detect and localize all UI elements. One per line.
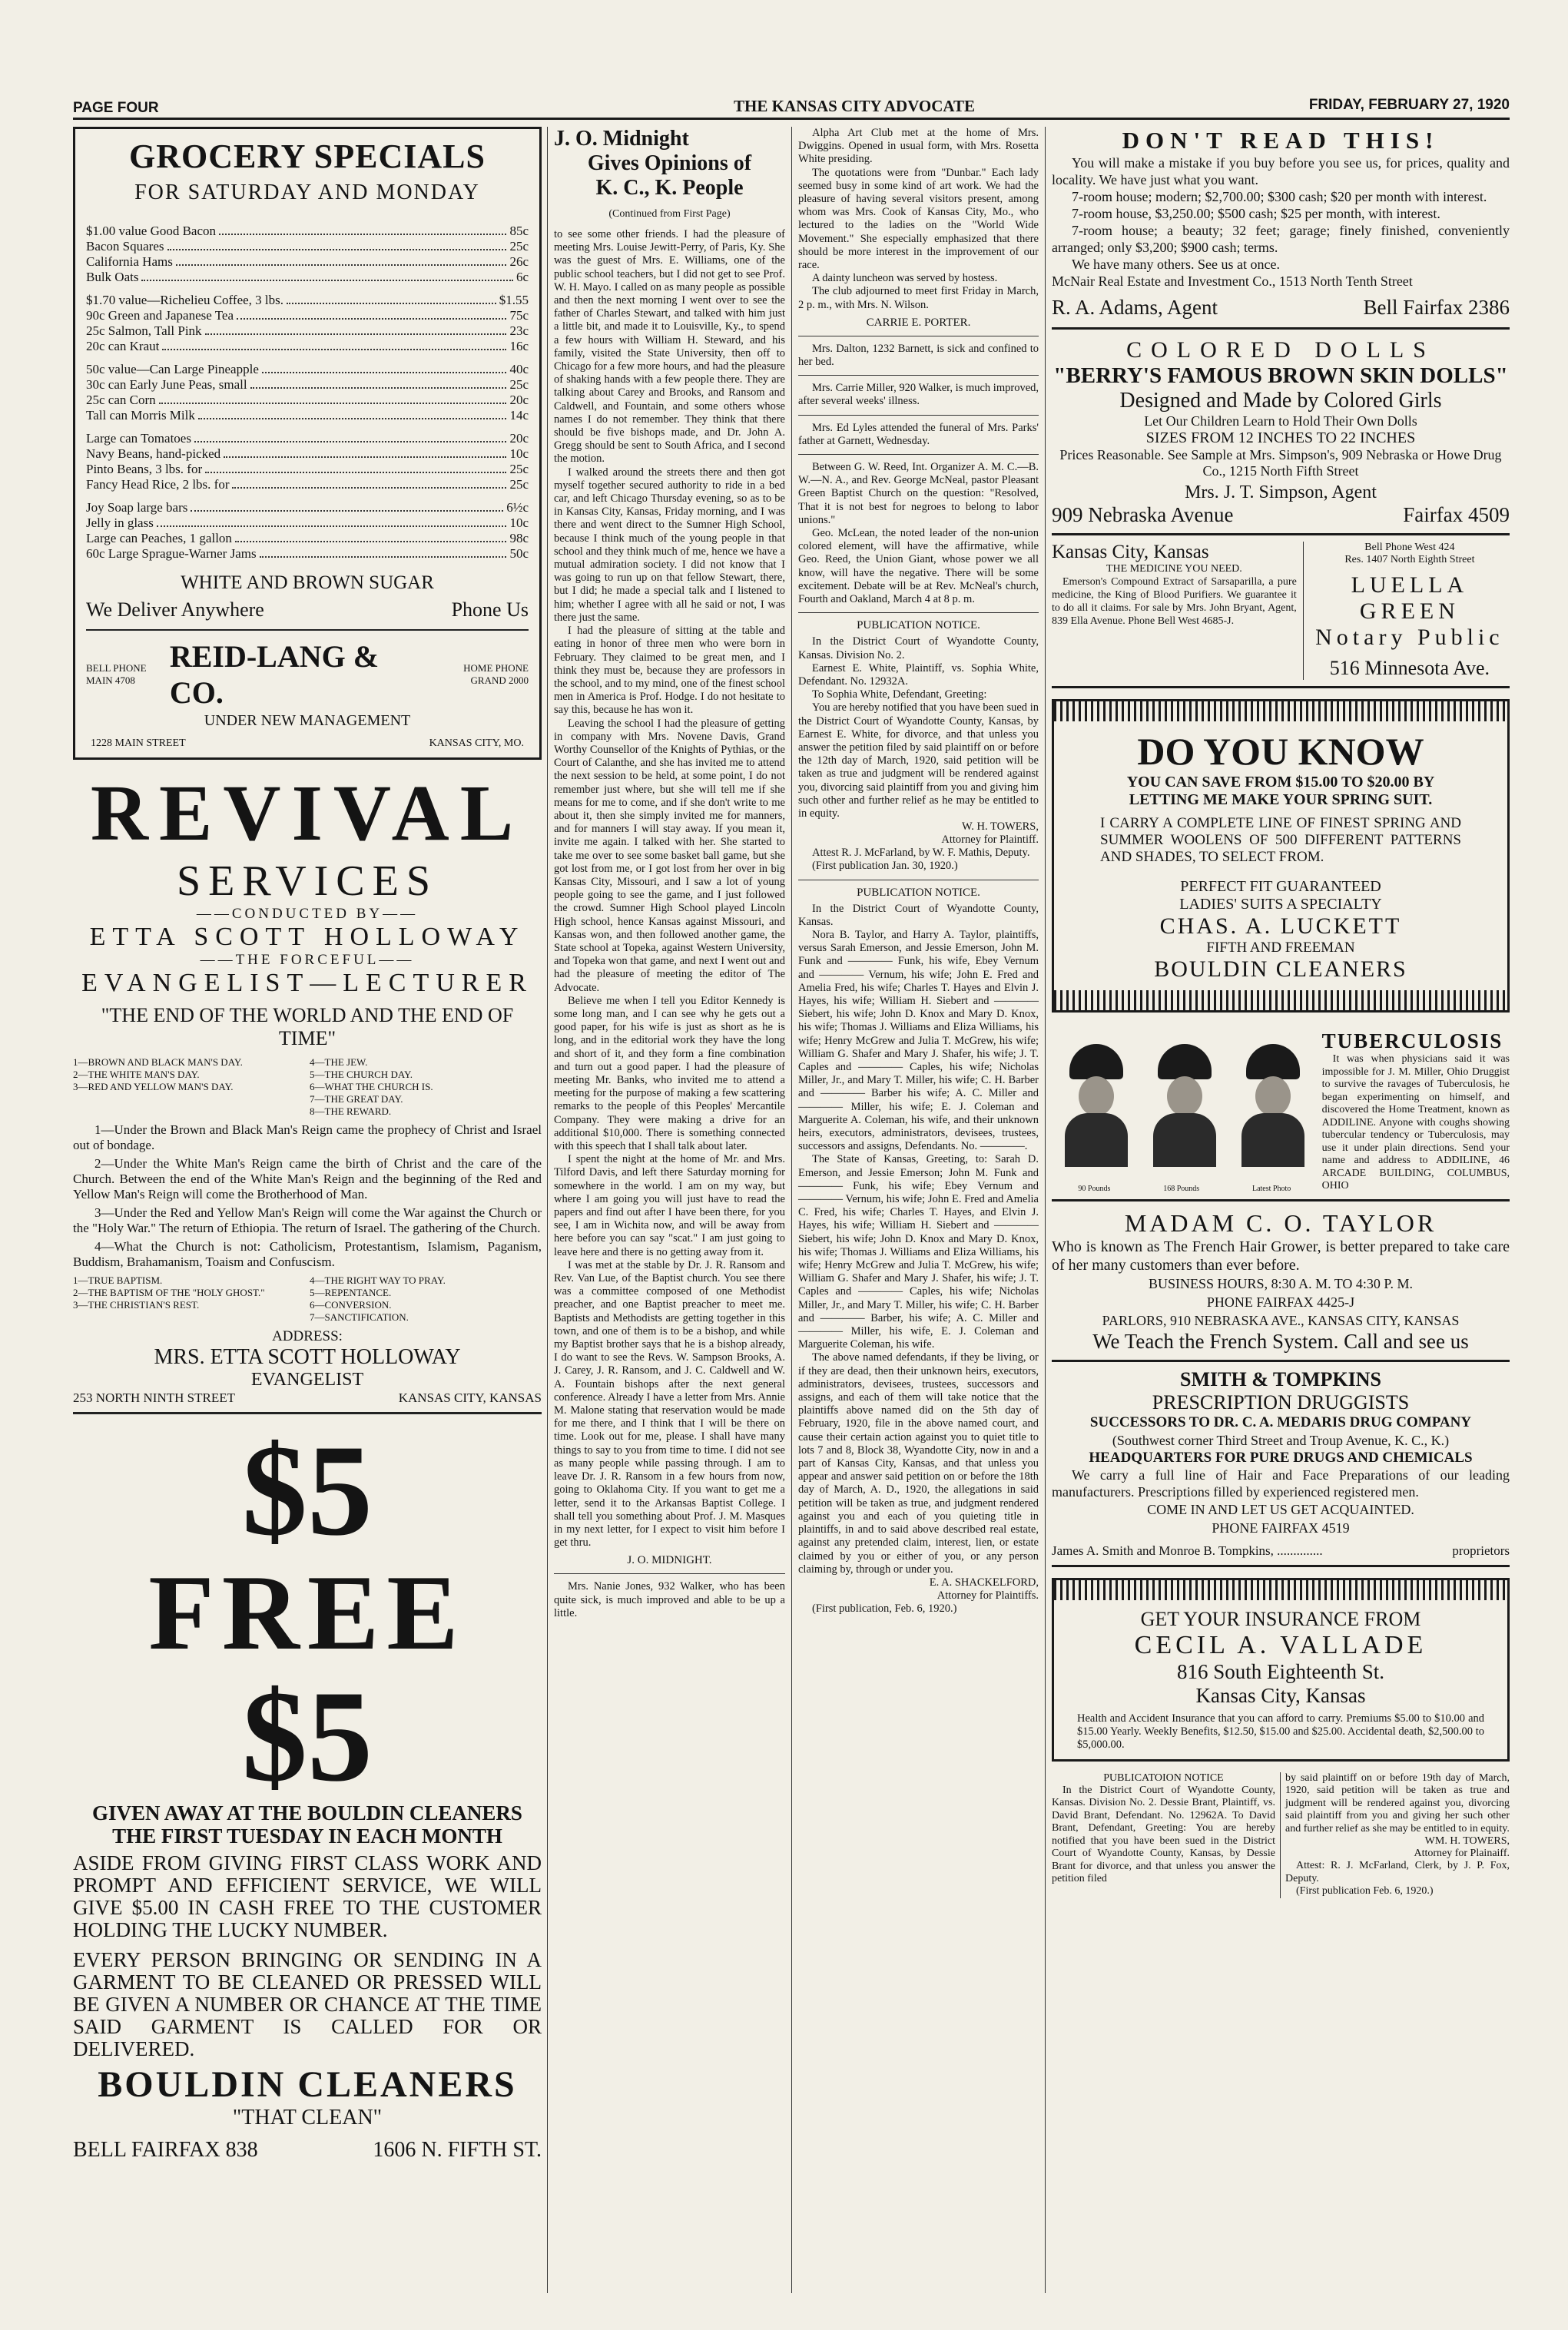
item-name: California Hams xyxy=(86,254,173,269)
decorative-bars-top xyxy=(1054,701,1507,721)
topics-2a xyxy=(73,1274,305,1324)
article-body xyxy=(554,228,785,1549)
leader-dots xyxy=(205,462,506,473)
mcnair-line: McNair Real Estate and Investment Co., 1513 North Tenth Street xyxy=(1052,273,1413,289)
insurance-address: 816 South Eighteenth St. xyxy=(1177,1659,1384,1683)
price-row xyxy=(86,431,529,446)
decorative-bars-bottom xyxy=(1054,990,1507,1010)
item-name: Fancy Head Rice, 2 lbs. for xyxy=(86,477,230,492)
item-price: 23c xyxy=(509,323,529,338)
ladies-suits: LADIES' SUITS A SPECIALTY xyxy=(1179,896,1382,913)
brant-attest: Attest: R. J. McFarland, Clerk, by J. P. Fox, Deputy. xyxy=(1285,1860,1510,1884)
article-paragraph: I was met at the stable by Dr. J. R. Ransom and Rev. Van Lue, of the Baptist church. You see there was a committee composed of one Methodist preacher, and one Baptist preacher to meet me. Baptists and Methodists are getting together in this town, and one of them is to be a bishop, and while my Baptist brother says that he is a bishop already, I do want to see the Revs. W. Sampson Brooks, A. J. Carey, J. R. Ransom, and J. C. Caldwell and W. A. Fountain bishops after the next general conference. Already I have a letter from Mrs. Annie M. Malone stating that reservation would be made for me there, and I think that I will be there on time. Look out for me, please. I shall have many things to say to you from time to time. I did not see as many people while passing through. I am to leave Dr. J. R. Ransom in a few hours from now, going to Oklahoma City. If you want to get me a letter, send it to the Arkansas Baptist College. I shall tell you something about Prof. J. M. Masques in my next letter, for I expect to visit him before I get thru. xyxy=(554,1258,785,1549)
brant-left-text: In the District Court of Wyandotte County, Kansas. Division No. 2. Dessie Brant, Plaintiff, vs. David Brant, Defendant. No. 12962A. To David Brant, Defendant, Greeting: You are hereby notified that you have been sued in the District Court of Wyandotte County, Kansas, by Dessie Brant for divorce, and that unless you answer the petition filed xyxy=(1052,1784,1275,1884)
that-clean: "THAT CLEAN" xyxy=(232,2106,383,2129)
jones-item: Mrs. Nanie Jones, 932 Walker, who has been quite sick, is much improved and able to be up a little. xyxy=(554,1580,785,1619)
bouldin-address: 1606 N. FIFTH ST. xyxy=(373,2138,542,2162)
smith-title: SMITH & TOMPKINS xyxy=(1180,1367,1381,1390)
five-dollars-bottom: $5 xyxy=(242,1664,373,1808)
medicine-sub: THE MEDICINE YOU NEED. xyxy=(1106,563,1242,575)
notice1-attorney: Attorney for Plaintiff. xyxy=(941,834,1039,847)
phone-us: Phone Us xyxy=(451,598,529,621)
tb-title: TUBERCULOSIS xyxy=(1321,1029,1503,1052)
item-name: 25c Salmon, Tall Pink xyxy=(86,323,202,338)
notary-address: 516 Minnesota Ave. xyxy=(1329,657,1490,679)
dalton-item: Mrs. Dalton, 1232 Barnett, is sick and confined to her bed. xyxy=(798,342,1039,369)
revival-p2: 2—Under the White Man's Reign came the birth of Christ and the care of the Church. Between the end of the White Man's Reign and the beginning of the Red and Yellow Man's Reign will come the Brotherhood of Man. xyxy=(73,1156,542,1201)
list-item: 7—SANCTIFICATION. xyxy=(310,1311,409,1323)
notice-paragraph: The State of Kansas, Greeting, to: Sarah D. Emerson, and Jessie Emerson; John M. Funk and ———— Funk, his wife; Ebey Vernum and ———— Vernum, his wife; John E. Fred and Amelia C. Fred, his wife; Charles T. Hayes, and Elvin J. Hayes, his wife; William H. Siebert and ———— Siebert, his wife; John D. Knox and Mary D. Knox, his wife; Thomas J. Williams and Eliza Williams, his wife; Henry McGrew and Julia T. McGrew, his wife; William G. Shafer and Mary J. Shafer, his wife; J. T. Caples and ———— Caples, his wife; Nicholas Miller, Jr., and Mary T. Miller, his wife; C. H. Barber and ———— Barber, his wife; A. C. Miller and ———— Miller, his wife, E. J. Coleman and Marguerite Coleman, his wife. xyxy=(798,1153,1039,1351)
leader-dots xyxy=(162,339,506,350)
conducted-by: ——CONDUCTED BY—— xyxy=(196,906,419,922)
item-price: 10c xyxy=(509,515,529,530)
list-gap xyxy=(86,285,529,293)
continued-note: (Continued from First Page) xyxy=(608,208,731,220)
article-paragraph: I spent the night at the home of Mr. and Mrs. Tilford Davis, and left there Saturday morning for somewhere in the world. I am on my way, but where I am going you will just have to read the papers and find out after I have been there, for you see, I am in Wichita now, and will be away from here before you can say "scat." I am just going to leave here and there is no getting away from it. xyxy=(554,1153,785,1258)
smith-tompkins-ad xyxy=(1052,1368,1510,1567)
item-name: 20c can Kraut xyxy=(86,339,160,353)
price-row xyxy=(86,270,529,285)
do-you-know-ad xyxy=(1052,699,1510,1013)
leader-dots xyxy=(198,408,507,419)
price-row xyxy=(86,377,529,393)
leader-dots xyxy=(232,477,506,489)
leader-dots xyxy=(237,308,506,320)
luckett-address: FIFTH AND FREEMAN xyxy=(1206,940,1355,956)
list-item: 6—WHAT THE CHURCH IS. xyxy=(310,1081,433,1092)
item-price: 40c xyxy=(509,362,529,376)
home-phone: HOME PHONE GRAND 2000 xyxy=(463,662,529,686)
smith-names: James A. Smith and Monroe B. Tompkins, .............. xyxy=(1052,1543,1323,1558)
brant-pub: (First publication Feb. 6, 1920.) xyxy=(1296,1885,1434,1897)
article-signature: J. O. MIDNIGHT. xyxy=(627,1554,712,1567)
dont-read-intro: You will make a mistake if you buy before you see us, for prices, quality and locality. We have just what you want. xyxy=(1052,155,1510,187)
list-item: 7—THE GREAT DAY. xyxy=(310,1093,403,1105)
price-row xyxy=(86,323,529,339)
leader-dots xyxy=(262,362,507,373)
dolls-designed: Designed and Made by Colored Girls xyxy=(1119,389,1442,413)
luckett-name: CHAS. A. LUCKETT xyxy=(1159,913,1402,939)
price-row xyxy=(86,362,529,377)
brant-signature: WM. H. TOWERS, xyxy=(1424,1835,1510,1847)
leader-dots xyxy=(167,239,507,250)
adams-phone: Bell Fairfax 2386 xyxy=(1363,296,1510,319)
portrait-photo xyxy=(1241,1044,1304,1167)
leader-dots xyxy=(159,393,507,404)
every-text: EVERY PERSON BRINGING OR SENDING IN A GARMENT TO BE CLEANED OR PRESSED WILL BE GIVEN A NUMBER OR CHANCE AT THE TIME SAID GARMENT IS CALLED FOR OR DELIVERED. xyxy=(73,1948,542,2060)
many-others: We have many others. See us at once. xyxy=(1072,257,1280,272)
list-item: 4—THE RIGHT WAY TO PRAY. xyxy=(310,1274,446,1286)
luella-green: LUELLA GREEN xyxy=(1351,572,1469,624)
smith-hq: HEADQUARTERS FOR PURE DRUGS AND CHEMICALS xyxy=(1089,1449,1473,1466)
mclean-item: Geo. McLean, the noted leader of the non-union colored element, will have the affirmative, while Geo. Reed, the Union Giant, whose power we all know, will have the negative. There will be some excitement. Debate will be at Rev. McNeal's church, Fourth and Oakland, March 4 at 8 p. m. xyxy=(798,527,1039,606)
revival-contact-name: MRS. ETTA SCOTT HOLLOWAY xyxy=(154,1345,461,1369)
list-item: 6—CONVERSION. xyxy=(310,1299,392,1311)
list-gap xyxy=(86,492,529,500)
tb-text-box xyxy=(1318,1029,1510,1193)
price-row xyxy=(86,408,529,423)
list-item: 4—THE JEW. xyxy=(310,1056,368,1068)
notice2-body xyxy=(798,903,1039,1576)
notice2-heading: PUBLICATION NOTICE. xyxy=(857,886,980,899)
article-paragraph: Believe me when I tell you Editor Kennedy is some long man, and I can see why he gets out a good paper, for his wife is just as short as he is long, and in the editorial work they have the long and short of it, and they form a fine combination and turn out a good paper. I had the pleasure of meeting Mr. Banks, who invited me to attend a meeting for the purpose of making a few scattering remarks to the people of this Peoples' Mercantile Company. They were making a drive for an additional $10,000. There is something connected with this speech that I shall talk about later. xyxy=(554,994,785,1153)
grocery-subtitle: FOR SATURDAY AND MONDAY xyxy=(134,181,480,204)
item-price: 98c xyxy=(509,531,529,545)
list-gap xyxy=(86,354,529,362)
smith-presc: PRESCRIPTION DRUGGISTS xyxy=(1152,1390,1410,1414)
item-price: 6c xyxy=(515,270,529,284)
notice-paragraph: The above named defendants, if they be living, or if they are dead, then their unknown heirs, executors, administrators, devisees, trustees, successors and assigns, and each of them will take notice that the plaintiffs above named did on the 5th day of February, 1920, file in the above named court, and cause their certain action against you to quiet title to lots 7 and 8, Block 38, Wyandotte City, now in and a part of Kansas City, Kansas, and that unless you appear and answer said petition on or before the 18th day of March, A. D., 1920, the allegations in said petition will be taken as true, and judgment rendered against you and each of you quieting title in plaintiffs, in and to said above described real estate, against any pretended claim, interest, lien, or estate claimed by you or either of you, or any person claiming by, through or under you. xyxy=(798,1351,1039,1576)
item-price: 6½c xyxy=(506,500,529,515)
item-price: 20c xyxy=(509,393,529,407)
item-name: Navy Beans, hand-picked xyxy=(86,446,221,461)
list-item: 3—RED AND YELLOW MAN'S DAY. xyxy=(73,1081,234,1092)
brant-left xyxy=(1052,1772,1281,1898)
topics-2b xyxy=(310,1274,542,1324)
taylor-teach: We Teach the French System. Call and see us xyxy=(1052,1330,1510,1362)
notice-paragraph: To Sophia White, Defendant, Greeting: xyxy=(812,688,987,701)
masthead xyxy=(73,91,1510,120)
alpha-club: Alpha Art Club met at the home of Mrs. Dwiggins. Opened in usual form, with Mrs. Rosetta White presiding. xyxy=(798,127,1039,166)
portrait-caption: 168 Pounds xyxy=(1163,1184,1200,1193)
smith-carry: We carry a full line of Hair and Face Preparations of our leading manufacturers. Prescriptions filled by experienced registered men. xyxy=(1052,1467,1510,1500)
adams-agent-row xyxy=(1052,290,1510,330)
notice2-pub: (First publication, Feb. 6, 1920.) xyxy=(812,1602,957,1615)
revival-ad xyxy=(73,771,542,1414)
price-row xyxy=(86,254,529,270)
reed-item: Between G. W. Reed, Int. Organizer A. M. C.—B. W.—N. A., and Rev. George McNeal, pastor Pleasant Green Baptist Church on the question: "Resolved, That it is not best for negroes to belong to labor unions." xyxy=(798,461,1039,526)
item-price: 85c xyxy=(509,224,529,238)
portrait-captions xyxy=(1052,1185,1318,1193)
portrait-photos xyxy=(1052,1029,1318,1193)
article-title-1: J. O. Midnight xyxy=(554,127,689,151)
item-name: Bacon Squares xyxy=(86,239,164,254)
bouldin-name: BOULDIN CLEANERS xyxy=(98,2064,517,2105)
item-price: 14c xyxy=(509,408,529,423)
dolls-title: COLORED DOLLS xyxy=(1126,337,1435,363)
address-label: ADDRESS: xyxy=(272,1328,343,1344)
column-4 xyxy=(1045,127,1510,2293)
insurance-name: CECIL A. VALLADE xyxy=(1134,1630,1427,1659)
smith-corner: (Southwest corner Third Street and Troup Avenue, K. C., K.) xyxy=(1112,1432,1450,1448)
given-away: GIVEN AWAY AT THE BOULDIN CLEANERS THE FIRST TUESDAY IN EACH MONTH xyxy=(92,1801,522,1848)
smith-proprietors xyxy=(1052,1543,1510,1567)
item-price: 25c xyxy=(509,377,529,392)
item-name: Bulk Oats xyxy=(86,270,139,284)
decorative-bars-top xyxy=(1054,1580,1507,1600)
leader-dots xyxy=(260,546,507,558)
column-1 xyxy=(73,127,542,2293)
smith-come: COME IN AND LET US GET ACQUAINTED. xyxy=(1147,1501,1414,1517)
bouldin-contact xyxy=(73,2138,542,2163)
house-1: 7-room house; modern; $2,700.00; $300 cash; $20 per month with interest. xyxy=(1072,189,1487,204)
item-name: $1.00 value Good Bacon xyxy=(86,224,217,238)
free-word: FREE xyxy=(148,1553,466,1672)
leader-dots xyxy=(191,500,503,512)
article-paragraph: I had the pleasure of sitting at the table and eating in honor of three men who were born in February. They claimed to be great men, and I think they must be, because they are professors in the school, and to my mind, one of the finest school men in America is Prof. Hodge. I do not hesitate to say this, because he has won it. xyxy=(554,625,785,717)
price-row xyxy=(86,224,529,239)
leader-dots xyxy=(287,293,496,304)
revival-title: REVIVAL xyxy=(90,769,525,857)
brant-right xyxy=(1281,1772,1510,1898)
the-forceful: ——THE FORCEFUL—— xyxy=(200,952,415,968)
article-title-2: Gives Opinions of xyxy=(587,151,752,175)
list-item: 1—BROWN AND BLACK MAN'S DAY. xyxy=(73,1056,243,1068)
column-2 xyxy=(547,127,785,2293)
item-name: Large can Peaches, 1 gallon xyxy=(86,531,232,545)
perfect-fit: PERFECT FIT GUARANTEED xyxy=(1180,878,1381,895)
leader-dots xyxy=(141,270,512,281)
column-3 xyxy=(791,127,1039,2293)
smith-succ: SUCCESSORS TO DR. C. A. MEDARIS DRUG COMPANY xyxy=(1089,1414,1472,1430)
smith-prop: proprietors xyxy=(1452,1543,1510,1558)
dont-read-title: DON'T READ THIS! xyxy=(1122,127,1440,154)
item-price: 25c xyxy=(509,239,529,254)
insurance-text: Health and Accident Insurance that you can afford to carry. Premiums $5.00 to $10.00 and $15.00 Yearly. Weekly Benefits, $12.50, $15.00 and $25.00. Accidental death, $2,500.00 to $5,000.00. xyxy=(1077,1712,1484,1751)
notice1-signature: W. H. TOWERS, xyxy=(961,820,1039,834)
deliver-row xyxy=(86,598,529,621)
topics-list-1 xyxy=(73,1056,542,1118)
price-row xyxy=(86,515,529,531)
taylor-text: Who is known as The French Hair Grower, is better prepared to take care of her many customers than ever before. xyxy=(1052,1238,1510,1274)
revival-p3: 3—Under the Red and Yellow Man's Reign will come the War against the Church or the "Holy War." The return of Ethiopia. The return of Israel. The gathering of the Church. xyxy=(73,1205,542,1235)
price-row xyxy=(86,546,529,562)
article-paragraph: I walked around the streets there and then got myself together secured authority to ride in a bed car, and left Chicago Thursday evening, so as to be in Kansas City, Kansas, Friday morning, and I was there and went direct to the Sumner High School, because I think much of the young people in that school and they think much of me, hence we have a mutual admiration society. I did not know that I was going to run up on that fellow Stewart, there, but I did; he made a special talk and I listened to him; whether I agree with all he said or not, I was there just the same. xyxy=(554,466,785,624)
dolls-contact xyxy=(1052,503,1510,535)
item-price: 10c xyxy=(509,446,529,461)
insurance-title: GET YOUR INSURANCE FROM xyxy=(1140,1607,1421,1630)
sarsaparilla-ad xyxy=(1052,542,1304,680)
item-price: $1.55 xyxy=(499,293,529,307)
dolls-agent: Mrs. J. T. Simpson, Agent xyxy=(1185,482,1377,502)
price-row xyxy=(86,339,529,354)
reid-address xyxy=(86,737,529,750)
list-item: 2—THE BAPTISM OF THE "HOLY GHOST." xyxy=(73,1287,265,1298)
five-dollars-top: $5 xyxy=(242,1418,373,1563)
price-row xyxy=(86,293,529,308)
leader-dots xyxy=(250,377,507,389)
item-name: Joy Soap large bars xyxy=(86,500,188,515)
tb-text: It was when physicians said it was impossible for J. M. Miller, Ohio Druggist to survive the ravages of Tuberculosis, he began experimenting on himself, and discovered the Home Treatment, known as ADDILINE. Anyone with coughs showing tubercular tendency or Tuberculosis, may use it under plain directions. Send your name and address to ADDILINE, 46 ARCADE BUILDING, COLUMBUS, OHIO xyxy=(1321,1053,1510,1192)
item-name: $1.70 value—Richelieu Coffee, 3 lbs. xyxy=(86,293,283,307)
portrait-caption: Latest Photo xyxy=(1251,1184,1291,1193)
topics-1a xyxy=(73,1056,305,1118)
lyles-item: Mrs. Ed Lyles attended the funeral of Mrs. Parks' father at Garnett, Wednesday. xyxy=(798,421,1039,447)
carrie-porter: CARRIE E. PORTER. xyxy=(866,316,971,329)
item-name: Large can Tomatoes xyxy=(86,431,191,446)
aside-text: ASIDE FROM GIVING FIRST CLASS WORK AND PROMPT AND EFFICIENT SERVICE, WE WILL GIVE $5.00 IN CASH FREE TO THE CUSTOMER HOLDING THE LUCKY NUMBER. xyxy=(73,1851,542,1941)
deliver-text: We Deliver Anywhere xyxy=(86,598,264,621)
taylor-phone: PHONE FAIRFAX 4425-J xyxy=(1206,1294,1355,1310)
item-name: 25c can Corn xyxy=(86,393,156,407)
list-item: 3—THE CHRISTIAN'S REST. xyxy=(73,1299,200,1311)
adams-agent: R. A. Adams, Agent xyxy=(1052,296,1218,319)
grocery-title: GROCERY SPECIALS xyxy=(129,138,486,175)
dolls-prices: Prices Reasonable. See Sample at Mrs. Simpson's, 909 Nebraska or Howe Drug Co., 1215 North Fifth Street xyxy=(1059,447,1502,479)
berry-dolls: "BERRY'S FAMOUS BROWN SKIN DOLLS" xyxy=(1053,363,1508,388)
price-row xyxy=(86,393,529,408)
evangelist-name: ETTA SCOTT HOLLOWAY xyxy=(89,923,525,951)
item-price: 16c xyxy=(509,339,529,353)
reid-lang-name: REID-LANG & CO. xyxy=(169,639,380,710)
price-row xyxy=(86,446,529,462)
revival-evangelist: EVANGELIST xyxy=(250,1370,364,1390)
item-name: Tall can Morris Milk xyxy=(86,408,195,423)
price-row xyxy=(86,477,529,492)
taylor-parlors: PARLORS, 910 NEBRASKA AVE., KANSAS CITY, KANSAS xyxy=(1102,1312,1460,1328)
item-price: 20c xyxy=(509,431,529,446)
item-price: 26c xyxy=(509,254,529,269)
item-name: 50c value—Can Large Pineapple xyxy=(86,362,259,376)
price-row xyxy=(86,239,529,254)
list-gap xyxy=(86,423,529,431)
list-item: 2—THE WHITE MAN'S DAY. xyxy=(73,1069,200,1080)
reid-city: KANSAS CITY, MO. xyxy=(429,737,524,749)
notice2-attorney: Attorney for Plaintiffs. xyxy=(936,1589,1039,1602)
item-price: 50c xyxy=(509,546,529,561)
price-row xyxy=(86,462,529,477)
taylor-hours: BUSINESS HOURS, 8:30 A. M. TO 4:30 P. M. xyxy=(1149,1275,1413,1291)
sermon-theme: "THE END OF THE WORLD AND THE END OF TIME" xyxy=(101,1004,514,1049)
do-you-know-title: DO YOU KNOW xyxy=(1137,730,1424,773)
list-item: 1—TRUE BAPTISM. xyxy=(73,1274,163,1286)
brant-heading: PUBLICATOION NOTICE xyxy=(1103,1772,1224,1784)
alpha-luncheon: A dainty luncheon was served by hostess. xyxy=(812,272,998,285)
brant-notice xyxy=(1052,1772,1510,1898)
grocery-list xyxy=(86,224,529,562)
management-line: UNDER NEW MANAGEMENT xyxy=(204,712,411,729)
notary-public: Notary Public xyxy=(1315,625,1504,650)
list-item: 5—THE CHURCH DAY. xyxy=(310,1069,413,1080)
notice1-body xyxy=(798,635,1039,820)
notice1-heading: PUBLICATION NOTICE. xyxy=(857,619,980,632)
luckett-company: BOULDIN CLEANERS xyxy=(1154,956,1407,982)
dolls-let: Let Our Children Learn to Hold Their Own Dolls xyxy=(1144,413,1417,429)
notice-paragraph: In the District Court of Wyandotte County, Kansas. Division No. 2. xyxy=(798,635,1039,661)
kck-title: Kansas City, Kansas xyxy=(1052,542,1209,562)
alpha-quotations: The quotations were from "Dunbar." Each lady seemed busy in some kind of art work. We had the pleasure of having several visitors present, among whom was Mrs. Cook of Kansas City, Mo., who lectured to the ladies on the "World Wide Movement." She especially emphasized that there should be more interest in the improvement of our race. xyxy=(798,166,1039,272)
dolls-sizes: SIZES FROM 12 INCHES TO 22 INCHES xyxy=(1145,429,1416,446)
carry-text: I CARRY A COMPLETE LINE OF FINEST SPRING AND SUMMER WOOLENS OF 500 DIFFERENT PATTERNS AND SHADES, TO SELECT FROM. xyxy=(1100,815,1461,865)
notary-res: Res. 1407 North Eighth Street xyxy=(1344,554,1475,565)
article-paragraph: Leaving the school I had the pleasure of getting in company with Mrs. Novene Davis, Grand Worthy Counsellor of the Knights of Pythias, or the Court of Calanthe, and she has invited me to attend the next session to be held, at some point, I do not remember just where, but she will tell me if she means for me to come, and if she don't write to me about it, then she simply invited me for manners, and for manners I will stay away. If you mean it, invite me again. I talked with her. She started to take me over to see some basket ball game, but she got lost from me, or I got lost from her over in big Kansas City, Missouri, and I saw a lot of young people going to see the game, and I just followed the crowd. Sumner High School played Lincoln High school, hence Kansas against Missouri, and Kansas won, and then followed another game, the State school at Topeka, against Western University, and Topeka won that game, and next I went out and had the pleasure of meeting the editor of The Advocate. xyxy=(554,717,785,994)
grocery-ad xyxy=(73,127,542,760)
kck-row xyxy=(1052,535,1510,688)
smith-phone: PHONE FAIRFAX 4519 xyxy=(1212,1520,1350,1536)
item-price: 25c xyxy=(509,462,529,476)
notice-paragraph: You are hereby notified that you have been sued in the District Court of Wyandotte County, Kansas, by Earnest E. White, for divorce, and that unless you answer the petition filed by said plaintiff on or before the 12th day of March, 1920, said petition will be taken as true and judgment will be rendered against you, divorcing said plaintiff from you and giving him such other and further relief as he may be entitled to in equity. xyxy=(798,701,1039,820)
notice1-pub: (First publication Jan. 30, 1920.) xyxy=(812,860,958,873)
leader-dots xyxy=(157,515,507,527)
item-name: 60c Large Sprague-Warner Jams xyxy=(86,546,257,561)
house-3: 7-room house; a beauty; 32 feet; garage; finely finished, conveniently arranged; only $3,200; $900 cash; terms. xyxy=(1052,223,1510,255)
list-item: 5—REPENTANCE. xyxy=(310,1287,392,1298)
issue-date: FRIDAY, FEBRUARY 27, 1920 xyxy=(1308,97,1510,113)
notice-paragraph: In the District Court of Wyandotte County, Kansas. xyxy=(798,902,1039,928)
item-name: Pinto Beans, 3 lbs. for xyxy=(86,462,203,476)
revival-city: KANSAS CITY, KANSAS xyxy=(398,1390,542,1405)
leader-dots xyxy=(224,446,506,458)
revival-p1: 1—Under the Brown and Black Man's Reign came the prophecy of Christ and Israel out of bondage. xyxy=(73,1122,542,1152)
leader-dots xyxy=(194,431,506,442)
page-number: PAGE FOUR xyxy=(73,100,159,116)
notice-paragraph: Earnest E. White, Plaintiff, vs. Sophia White, Defendant. No. 12932A. xyxy=(798,661,1039,688)
article-title-3: K. C., K. People xyxy=(595,176,744,200)
leader-dots xyxy=(235,531,507,542)
brant-attorney: Attorney for Plainaiff. xyxy=(1414,1848,1510,1859)
dont-read-ad xyxy=(1052,127,1510,330)
alpha-adjourned: The club adjourned to meet first Friday in March, 2 p. m., with Mrs. N. Wilson. xyxy=(798,285,1039,311)
article-paragraph: to see some other friends. I had the pleasure of meeting Mrs. Louise Jewitt-Perry, of Paris, Ky. She was the guest of Mrs. E. Williams, one of the public school teachers, but I did not get to see Prof. W. H. Mayo. I called on as many people as possible and then the next morning I went over to see the father of Charles Stewart, and talked with him just a little bit, and made it to Louisville, Ky., to spend a few hours with William H. Steward, and his family, visited the State University, then off to Chicago for a few more hours, and had the pleasure of shaking hands with a few people there. They are talking about Carey and Brooks, and Ransom and Caldwell, and Fountain, and some others whose names I do not remember. They think that there should be five bishops made, and Dr. John A. Gregg should be sent to South Africa, and I second the motion. xyxy=(554,228,785,466)
revival-p4: 4—What the Church is not: Catholicism, Protestantism, Islamism, Paganism, Buddism, Brahamanism, Toaism and Confuscism. xyxy=(73,1239,542,1269)
sugar-line: WHITE AND BROWN SUGAR xyxy=(181,572,434,593)
reid-street: 1228 MAIN STREET xyxy=(91,737,186,749)
portrait-caption: 90 Pounds xyxy=(1078,1184,1111,1193)
leader-dots xyxy=(219,224,506,235)
reid-lang-row xyxy=(86,629,529,711)
revival-address xyxy=(73,1390,542,1414)
notary-bell: Bell Phone West 424 xyxy=(1364,542,1455,553)
revival-services: SERVICES xyxy=(176,857,438,905)
leader-dots xyxy=(176,254,507,266)
item-name: 30c can Early June Peas, small xyxy=(86,377,247,392)
topics-list-2 xyxy=(73,1274,542,1324)
insurance-ad xyxy=(1052,1578,1510,1762)
save-text: YOU CAN SAVE FROM $15.00 TO $20.00 BY LETTING ME MAKE YOUR SPRING SUIT. xyxy=(1126,774,1435,808)
price-row xyxy=(86,500,529,515)
item-price: 75c xyxy=(509,308,529,323)
dolls-ad xyxy=(1052,337,1510,535)
portrait-photo xyxy=(1065,1044,1128,1167)
item-name: 90c Green and Japanese Tea xyxy=(86,308,234,323)
bell-phone: BELL PHONE MAIN 4708 xyxy=(86,662,147,686)
dolls-phone: Fairfax 4509 xyxy=(1403,503,1510,526)
list-item: 8—THE REWARD. xyxy=(310,1105,392,1117)
taylor-ad xyxy=(1052,1209,1510,1362)
item-name: Jelly in glass xyxy=(86,515,154,530)
item-price: 25c xyxy=(509,477,529,492)
notice-paragraph: Nora B. Taylor, and Harry A. Taylor, plaintiffs, versus Sarah Emerson, and Jessie Emerson, John M. Funk and ———— Funk, his wife, Ebey Vernum and ———— Vernum, his wife; John E. Fred and Amelia Fred, his wife; Charles T. Hayes and Elvin J. Hayes, his wife; William H. Siebert and ———— Siebert, his wife; John D. Knox and Mary D. Knox, his wife; Thomas J. Williams and Eliza Williams, his wife; Henry McGrew and Julia T. McGrew, his wife; William G. Shafer and Mary J. Shafer, his wife; J. T. Caples and ———— Caples, his wife; Nicholas Miller, Jr., and Mary T. Miller, his wife; C. H. Barber and ———— Barber his wife; A. C. Miller and ———— Miller, his wife; E. J. Coleman and Marguerite A. Coleman, his wife, and their unknown heirs, executors, administrators, devisees, trustees, successors and assigns, Defendants. No. ————. xyxy=(798,928,1039,1153)
notary-ad xyxy=(1304,542,1510,680)
paper-name: THE KANSAS CITY ADVOCATE xyxy=(734,97,976,115)
notice2-signature: E. A. SHACKELFORD, xyxy=(929,1576,1039,1589)
notice1-attest: Attest R. J. McFarland, by W. F. Mathis, Deputy. xyxy=(812,847,1030,860)
portrait-photo xyxy=(1153,1044,1216,1167)
free-five-ad xyxy=(73,1418,542,2163)
miller-item: Mrs. Carrie Miller, 920 Walker, is much improved, after several weeks' illness. xyxy=(798,382,1039,408)
bouldin-phone: BELL FAIRFAX 838 xyxy=(73,2138,258,2162)
leader-dots xyxy=(205,323,507,335)
brant-right-text: by said plaintiff on or before 19th day of March, 1920, said petition will be taken as true and judgment will be rendered against you, divorcing said plaintiff from you and giving her such other and further relief as she may be entitled to in equity. xyxy=(1285,1772,1510,1835)
dolls-address: 909 Nebraska Avenue xyxy=(1052,503,1234,526)
taylor-title: MADAM C. O. TAYLOR xyxy=(1124,1208,1437,1237)
topics-1b xyxy=(310,1056,542,1118)
revival-street: 253 NORTH NINTH STREET xyxy=(73,1390,235,1405)
price-row xyxy=(86,531,529,546)
price-row xyxy=(86,308,529,323)
evangelist-lecturer: EVANGELIST—LECTURER xyxy=(81,969,533,997)
insurance-city: Kansas City, Kansas xyxy=(1195,1683,1366,1707)
sarsaparilla-text: Emerson's Compound Extract of Sarsaparilla, a pure medicine, the King of Blood Purifiers. We guarantee it to do all it claims. For sale by Mrs. John Bryant, Agent, 839 Ella Avenue. Phone Bell West 4685-J. xyxy=(1052,576,1297,627)
tuberculosis-ad xyxy=(1052,1023,1510,1201)
house-2: 7-room house, $3,250.00; $500 cash; $25 per month, with interest. xyxy=(1072,206,1440,221)
